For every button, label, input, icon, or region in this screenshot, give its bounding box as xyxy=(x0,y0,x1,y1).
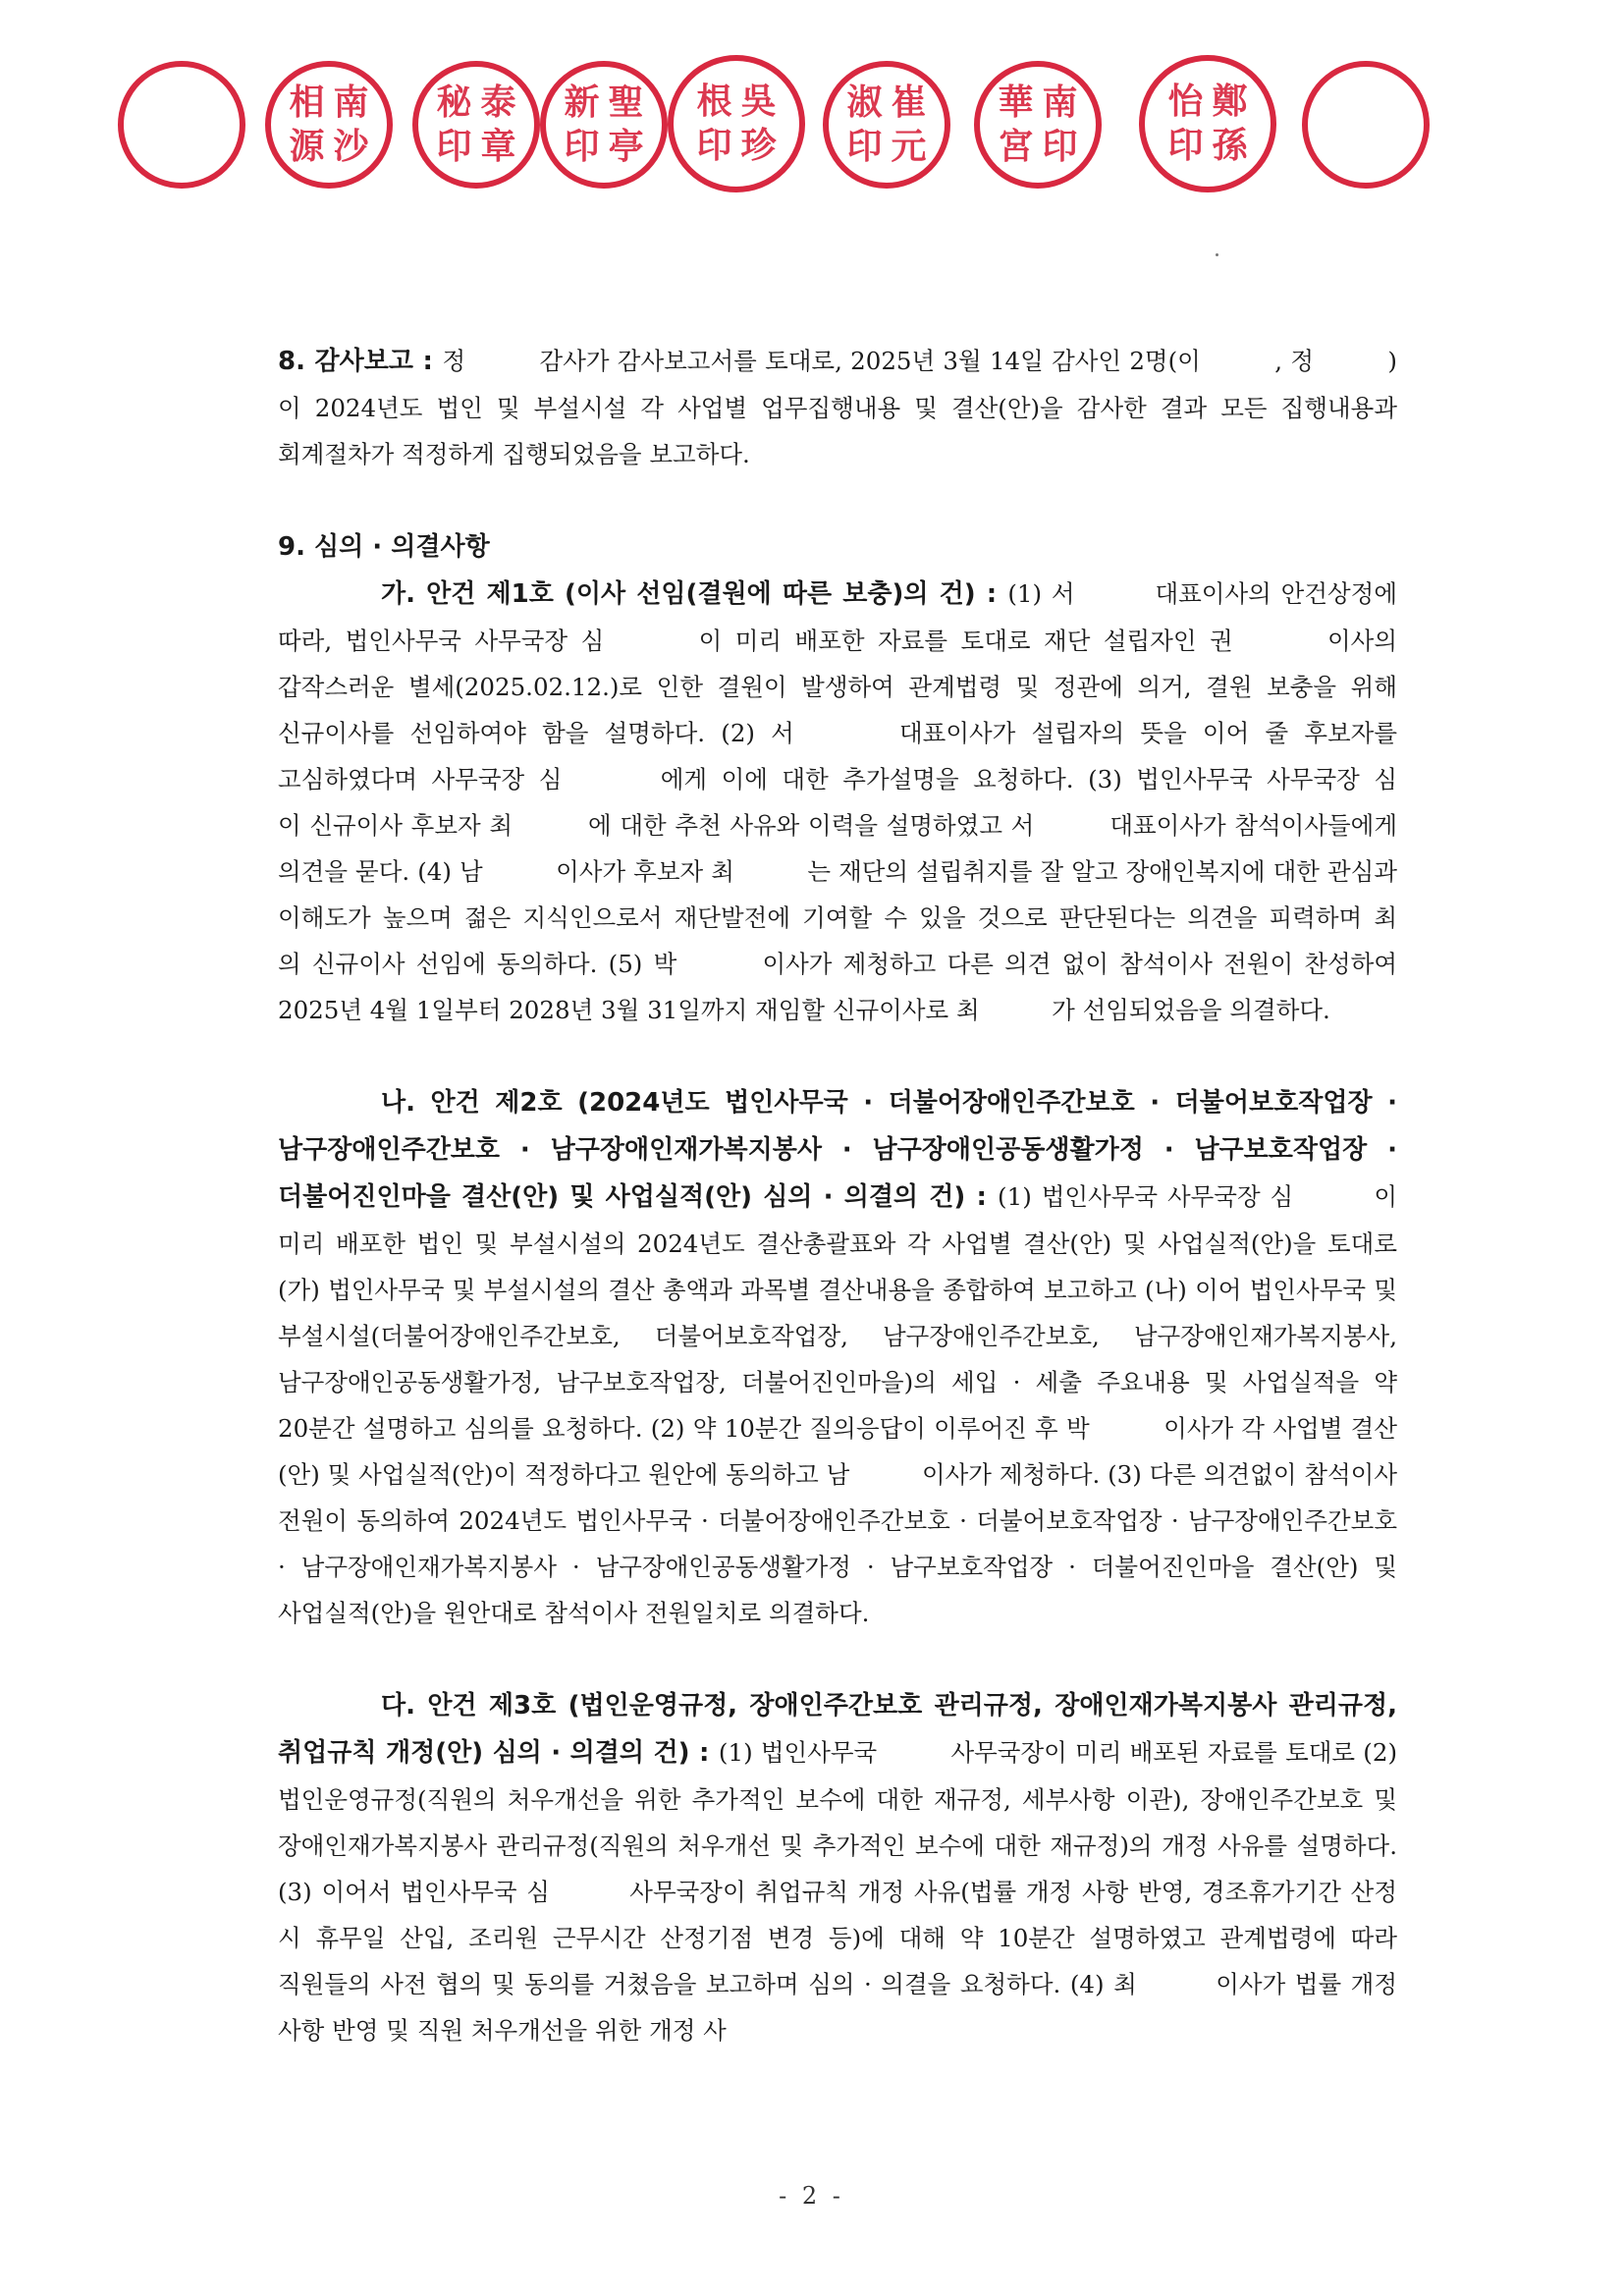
seal-stamp xyxy=(540,61,668,189)
seal-glyph: 宮 xyxy=(998,126,1034,167)
seal-glyph xyxy=(183,126,225,168)
seal-glyphs xyxy=(433,82,519,168)
seal-glyph: 元 xyxy=(891,126,927,167)
spacer xyxy=(278,1636,1397,1682)
seal-glyph xyxy=(1367,126,1409,168)
section-audit-report xyxy=(278,338,1397,477)
seal-glyph: 印 xyxy=(1167,125,1204,166)
seal-glyph: 鄭 xyxy=(1212,81,1248,122)
seal-glyph: 新 xyxy=(564,82,600,123)
seal-stamp xyxy=(1139,55,1276,192)
seal-stamp xyxy=(265,61,393,189)
seal-glyph: 南 xyxy=(1042,82,1078,123)
section-deliberation xyxy=(278,523,1397,571)
agenda-text: (1) 서 대표이사의 안건상정에 따라, 법인사무국 사무국장 심 이 미리 배포한 자료를 토대로 재단 설립자인 권 이사의 갑작스러운 별세(2025.02.12.)로 인한 결원이 발생하여 관계법령 및 정관에 의거, 결원 보충을 위해 신규이사를 선임하여야 함을 설명하다. (2) 서 대표이사가 설립자의 뜻을 이어 줄 후보자를 고심하였다며 사무국장 심 에게 이에 대한 추가설명을 요청하다. (3) 법인사무국 사무국장 심 이 신규이사 후보자 최 에 대한 추천 사유와 이력을 설명하였고 서 대표이사가 참석이사들에게 의견을 묻다. (4) 남 이사가 후보자 최 는 재단의 설립취지를 잘 알고 장애인복지에 대한 관심과 이해도가 높으며 젊은 지식인으로서 재단발전에 기여할 수 있을 것으로 판단된다는 의견을 피력하며 최 의 신규이사 선임에 동의하다. (5) 박 이사가 제청하고 다른 의견 없이 참석이사 전원이 찬성하여 2025년 4월 1일부터 2028년 3월 31일까지 재임할 신규이사로 최 가 선임되었음을 의결하다. xyxy=(278,579,1470,1024)
seal-glyphs xyxy=(1323,82,1409,168)
seal-glyph: 怡 xyxy=(1167,81,1204,122)
seal-glyph: 華 xyxy=(998,82,1034,123)
agenda-item-1 xyxy=(278,571,1470,1033)
seal-glyph xyxy=(1367,82,1409,124)
agenda-item-3 xyxy=(278,1682,1397,2053)
seal-glyph: 淑 xyxy=(846,82,883,123)
seal-glyph: 相 xyxy=(289,82,325,123)
seal-glyphs xyxy=(995,82,1081,168)
agenda-text: (1) 법인사무국 사무국장이 미리 배포된 자료를 토대로 (2) 법인운영규정(직원의 처우개선을 위한 추가적인 보수에 대한 재규정, 세부사항 이관), 장애인주간보호 및 장애인재가복지봉사 관리규정(직원의 처우개선 및 추가적인 보수에 대한 재규정)의 개정 사유를 설명하다. (3) 이어서 법인사무국 심 사무국장이 취업규칙 개정 사유(법률 개정 사항 반영, 경조휴가기간 산정 시 휴무일 산입, 조리원 근무시간 산정기점 변경 등)에 대해 약 10분간 설명하였고 관계법령에 따라 직원들의 사전 협의 및 동의를 거쳤음을 보고하며 심의 · 의결을 요청하다. (4) 최 이사가 법률 개정 사항 반영 및 직원 처우개선을 위한 개정 사 xyxy=(278,1738,1398,2045)
seal-stamp xyxy=(118,61,245,189)
seal-glyph: 根 xyxy=(696,81,732,122)
seal-glyph: 印 xyxy=(1042,126,1078,167)
seal-glyph xyxy=(138,126,181,168)
agenda-item-2 xyxy=(278,1079,1397,1636)
seal-glyph xyxy=(183,82,225,124)
agenda-heading: 가. 안건 제1호 (이사 선임(결원에 따른 보충)의 건) : xyxy=(381,579,1008,609)
seal-glyph: 吳 xyxy=(740,81,777,122)
scan-speck xyxy=(1216,253,1218,256)
seal-glyphs xyxy=(561,82,647,168)
seal-stamp xyxy=(1302,61,1430,189)
section-heading: 8. 감사보고 : xyxy=(278,347,443,376)
section-text: 정 감사가 감사보고서를 토대로, 2025년 3월 14일 감사인 2명(이 , 정 )이 2024년도 법인 및 부설시설 각 사업별 업무집행내용 및 결산(안)을 감사한 결과 모든 집행내용과 회계절차가 적정하게 집행되었음을 보고하다. xyxy=(278,347,1397,468)
seal-glyph xyxy=(1323,126,1365,168)
seal-glyphs xyxy=(843,82,930,168)
seal-glyph: 珍 xyxy=(740,125,777,166)
seal-row xyxy=(118,61,1473,218)
seal-glyph: 泰 xyxy=(480,82,516,123)
seal-glyphs xyxy=(693,81,780,167)
seal-glyphs xyxy=(1164,81,1251,167)
seal-glyphs xyxy=(286,82,372,168)
seal-glyph: 印 xyxy=(564,126,600,167)
section-heading: 9. 심의 · 의결사항 xyxy=(278,532,490,562)
agenda-heading: 다. 안건 제3호 (법인운영규정, 장애인주간보호 관리규정, 장애인재가복지봉사 관리규정, 취업규칙 개정(안) 심의 · 의결의 건) : xyxy=(278,1691,1397,1768)
seal-glyph: 秘 xyxy=(436,82,472,123)
seal-glyph: 沙 xyxy=(333,126,369,167)
agenda-text: (1) 법인사무국 사무국장 심 이 미리 배포한 법인 및 부설시설의 2024년도 결산총괄표와 각 사업별 결산(안) 및 사업실적(안)을 토대로 (가) 법인사무국 및 부설시설의 결산 총액과 과목별 결산내용을 종합하여 보고하고 (나) 이어 법인사무국 및 부설시설(더불어장애인주간보호, 더불어보호작업장, 남구장애인주간보호, 남구장애인재가복지봉사, 남구장애인공동생활가정, 남구보호작업장, 더불어진인마을)의 세입 · 세출 주요내용 및 사업실적을 약 20분간 설명하고 심의를 요청하다. (2) 약 10분간 질의응답이 이루어진 후 박 이사가 각 사업별 결산(안) 및 사업실적(안)이 적정하다고 원안에 동의하고 남 이사가 제청하다. (3) 다른 의견없이 참석이사 전원이 동의하여 2024년도 법인사무국 · 더불어장애인주간보호 · 더불어보호작업장 · 남구장애인주간보호 · 남구장애인재가복지봉사 · 남구장애인공동생활가정 · 남구보호작업장 · 더불어진인마을 결산(안) 및 사업실적(안)을 원안대로 참석이사 전원일치로 의결하다. xyxy=(278,1182,1397,1627)
seal-stamp xyxy=(823,61,950,189)
spacer xyxy=(278,1033,1397,1079)
seal-glyph: 印 xyxy=(436,126,472,167)
page-number: - 2 - xyxy=(779,2182,844,2210)
seal-glyph: 章 xyxy=(480,126,516,167)
seal-glyph: 印 xyxy=(696,125,732,166)
seal-glyph: 源 xyxy=(289,126,325,167)
seal-glyph: 孫 xyxy=(1212,125,1248,166)
seal-glyph: 亭 xyxy=(608,126,644,167)
document-body xyxy=(278,338,1470,2053)
seal-glyph: 印 xyxy=(846,126,883,167)
seal-stamp xyxy=(974,61,1102,189)
seal-glyph: 崔 xyxy=(891,82,927,123)
seal-glyph: 南 xyxy=(333,82,369,123)
seal-stamp xyxy=(412,61,540,189)
seal-glyphs xyxy=(138,82,225,168)
seal-glyph xyxy=(138,82,181,124)
seal-stamp xyxy=(668,55,805,192)
seal-glyph: 聖 xyxy=(608,82,644,123)
seal-glyph xyxy=(1323,82,1365,124)
spacer xyxy=(278,477,1397,523)
agenda-heading: 나. 안건 제2호 (2024년도 법인사무국 · 더불어장애인주간보호 · 더불어보호작업장 · 남구장애인주간보호 · 남구장애인재가복지봉사 · 남구장애인공동생활가정 · 남구보호작업장 · 더불어진인마을 결산(안) 및 사업실적(안) 심의 · 의결의 건) : xyxy=(278,1088,1397,1212)
